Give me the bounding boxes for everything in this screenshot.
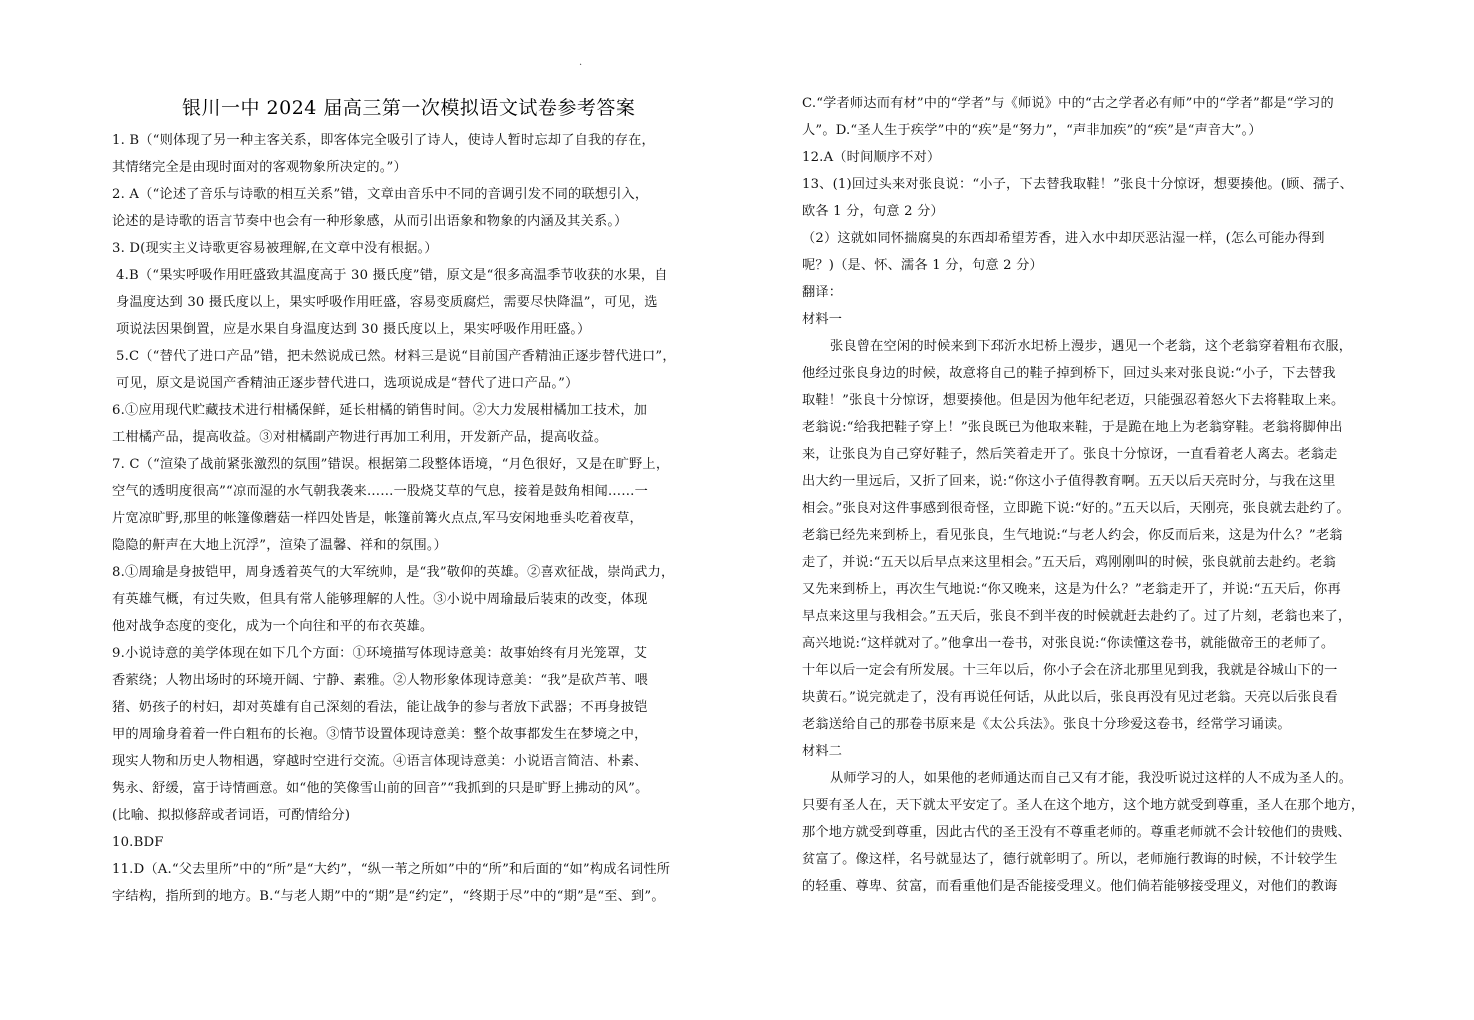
page-mark: ·	[579, 60, 583, 71]
text-line: 人”。D.“圣人生于疾学”中的“疾”是“努力”，“声非加疾”的“疾”是“声音大”。）	[802, 123, 1262, 138]
text-line: 身温度达到 30 摄氏度以上，果实呼吸作用旺盛，容易变质腐烂，需要尽快降温”，可见，选	[116, 295, 658, 310]
text-line: 其情绪完全是由现时面对的客观物象所决定的。”）	[112, 160, 407, 175]
text-line: （2）这就如同怀揣腐臭的东西却希望芳香，进入水中却厌恶沾湿一样，(怎么可能办得到	[802, 231, 1325, 246]
text-line: 2. A（“论述了音乐与诗歌的相互关系”错，文章由音乐中不同的音调引发不同的联想引入，	[112, 187, 649, 202]
text-line: 猪、奶孩子的村妇，却对英雄有自己深刻的看法，能让战争的参与者放下武器；不再身披铠	[112, 700, 648, 715]
text-line: 3. D(现实主义诗歌更容易被理解,在文章中没有根据。）	[112, 241, 438, 256]
text-line: 早点来这里与我相会。”五天后，张良不到半夜的时候就赶去赴约了。过了片刻，老翁也来了，	[802, 609, 1352, 624]
text-line: C.“学者师达而有材”中的“学者”与《师说》中的“古之学者必有师”中的“学者”都是“学习的	[802, 96, 1334, 111]
document-title: 银川一中 2024 届高三第一次模拟语文试卷参考答案	[182, 97, 636, 119]
text-line: 片宽凉旷野,那里的帐篷像蘑菇一样四处皆是，帐篷前篝火点点,军马安闲地垂头吃着夜草，	[112, 511, 643, 526]
text-line: 材料二	[802, 744, 843, 759]
text-line: 的轻重、尊卑、贫富，而看重他们是否能接受理义。他们倘若能够接受理义，对他们的教诲	[802, 879, 1338, 894]
text-line: 7. C（“渲染了战前紧张激烈的氛围”错误。根据第二段整体语境，“月色很好，又是在旷野上，	[112, 457, 670, 472]
text-line: 老翁说:“给我把鞋子穿上！”张良既已为他取来鞋，于是跪在地上为老翁穿鞋。老翁将脚伸出	[802, 420, 1343, 435]
text-line: 那个地方就受到尊重，因此古代的圣王没有不尊重老师的。尊重老师就不会计较他们的贵贱、	[802, 825, 1351, 840]
text-line: 隐隐的鼾声在大地上沉浮”，渲染了温馨、祥和的氛围。）	[112, 538, 448, 553]
text-line: 他对战争态度的变化，成为一个向往和平的布衣英雄。	[112, 619, 434, 634]
text-line: 香萦绕；人物出场时的环境开阔、宁静、素雅。②人物形象体现诗意美：“我”是砍芦苇、喂	[112, 673, 648, 688]
text-line: 张良曾在空闲的时候来到下邳沂水圯桥上漫步，遇见一个老翁，这个老翁穿着粗布衣服，	[830, 339, 1353, 354]
text-line: 项说法因果倒置，应是水果自身温度达到 30 摄氏度以上，果实呼吸作用旺盛。）	[116, 322, 591, 337]
text-line: 出大约一里远后，又折了回来，说:“你这小子值得教育啊。五天以后天亮时分，与我在这里	[802, 474, 1336, 489]
text-line: 欧各 1 分，句意 2 分）	[802, 204, 944, 219]
text-line: 材料一	[802, 312, 843, 327]
text-line: 空气的透明度很高”“凉而湿的水气朝我袭来……一股烧艾草的气息，接着是鼓角相闻……一	[112, 484, 648, 499]
text-line: (比喻、拟拟修辞或者词语，可酌情给分)	[112, 808, 351, 823]
text-line: 贫富了。像这样，名号就显达了，德行就彰明了。所以，老师施行教诲的时候，不计较学生	[802, 852, 1338, 867]
text-line: 6.①应用现代贮藏技术进行柑橘保鲜，延长柑橘的销售时间。②大力发展柑橘加工技术，加	[112, 403, 648, 418]
text-line: 只要有圣人在，天下就太平安定了。圣人在这个地方，这个地方就受到尊重，圣人在那个地方，	[802, 798, 1365, 813]
text-line: 10.BDF	[112, 835, 164, 850]
text-line: 相会。”张良对这件事感到很奇怪，立即跪下说:“好的。”五天以后，天刚亮，张良就去赴约了。	[802, 501, 1350, 516]
text-line: 现实人物和历史人物相遇，穿越时空进行交流。④语言体现诗意美：小说语言简洁、朴素、	[112, 754, 648, 769]
text-line: 4.B（“果实呼吸作用旺盛致其温度高于 30 摄氏度”错，原文是“很多高温季节收获的水果，自	[116, 268, 668, 283]
text-line: 工柑橘产品，提高收益。③对柑橘副产物进行再加工利用，开发新产品，提高收益。	[112, 430, 608, 445]
text-line: 隽永、舒缓，富于诗情画意。如“他的笑像雪山前的回音”“我抓到的只是旷野上拂动的风”。	[112, 781, 649, 796]
text-line: 11.D（A.“父去里所”中的“所”是“大约”，“纵一苇之所如”中的“所”和后面的“如”构成名词性所	[112, 862, 671, 877]
text-line: 字结构，指所到的地方。B.“与老人期”中的“期”是“约定”，“终期于尽”中的“期”是“至、到”。	[112, 889, 665, 904]
text-line: 8.①周瑜是身披铠甲，周身透着英气的大军统帅，是“我”敬仰的英雄。②喜欢征战，崇尚武力，	[112, 565, 675, 580]
text-line: 高兴地说:“这样就对了。”他拿出一卷书，对张良说:“你读懂这卷书，就能做帝王的老师了。	[802, 636, 1335, 651]
text-line: 来，让张良为自己穿好鞋子，然后笑着走开了。张良十分惊讶，一直看着老人离去。老翁走	[802, 447, 1338, 462]
text-line: 论述的是诗歌的语言节奏中也会有一种形象感，从而引出语象和物象的内涵及其关系。）	[112, 214, 628, 229]
text-line: 走了，并说:“五天以后早点来这里相会。”五天后，鸡刚刚叫的时候，张良就前去赴约。老翁	[802, 555, 1337, 570]
text-line: 13、(1)回过头来对张良说：“小子，下去替我取鞋！”张良十分惊讶，想要揍他。(顾、孺子、	[802, 177, 1354, 192]
text-line: 9.小说诗意的美学体现在如下几个方面：①环境描写体现诗意美：故事始终有月光笼罩，艾	[112, 646, 648, 661]
text-line: 12.A（时间顺序不对）	[802, 150, 941, 165]
text-line: 呢？)（是、怀、濡各 1 分，句意 2 分）	[802, 258, 1043, 273]
text-line: 又先来到桥上，再次生气地说:“你又晚来，这是为什么？”老翁走开了，并说:“五天后，你再	[802, 582, 1341, 597]
text-line: 甲的周瑜身着着一件白粗布的长袍。③情节设置体现诗意美：整个故事都发生在梦境之中，	[112, 727, 648, 742]
text-line: 翻译：	[802, 285, 843, 300]
text-line: 5.C（“替代了进口产品”错，把未然说成已然。材料三是说“目前国产香精油正逐步替代进口”，	[116, 349, 676, 364]
text-line: 老翁已经先来到桥上，看见张良，生气地说:“与老人约会，你反而后来，这是为什么？”老翁	[802, 528, 1343, 543]
text-line: 1. B（“则体现了另一种主客关系，即客体完全吸引了诗人，使诗人暂时忘却了自我的存在，	[112, 133, 655, 148]
text-line: 从师学习的人，如果他的老师通达而自己又有才能，我没听说过这样的人不成为圣人的。	[830, 771, 1353, 786]
text-line: 块黄石。”说完就走了，没有再说任何话，从此以后，张良再没有见过老翁。天亮以后张良看	[802, 690, 1338, 705]
text-line: 有英雄气概，有过失败，但具有常人能够理解的人性。③小说中周瑜最后装束的改变，体现	[112, 592, 648, 607]
text-line: 老翁送给自己的那卷书原来是《太公兵法》。张良十分珍爱这卷书，经常学习诵读。	[802, 717, 1291, 732]
text-line: 他经过张良身边的时候，故意将自己的鞋子掉到桥下，回过头来对张良说:“小子，下去替我	[802, 366, 1336, 381]
text-line: 取鞋！”张良十分惊讶，想要揍他。但是因为他年纪老迈，只能强忍着怒火下去将鞋取上来。	[802, 393, 1345, 408]
text-line: 可见，原文是说国产香精油正逐步替代进口，选项说成是“替代了进口产品。”）	[116, 376, 579, 391]
text-line: 十年以后一定会有所发展。十三年以后，你小子会在济北那里见到我，我就是谷城山下的一	[802, 663, 1338, 678]
